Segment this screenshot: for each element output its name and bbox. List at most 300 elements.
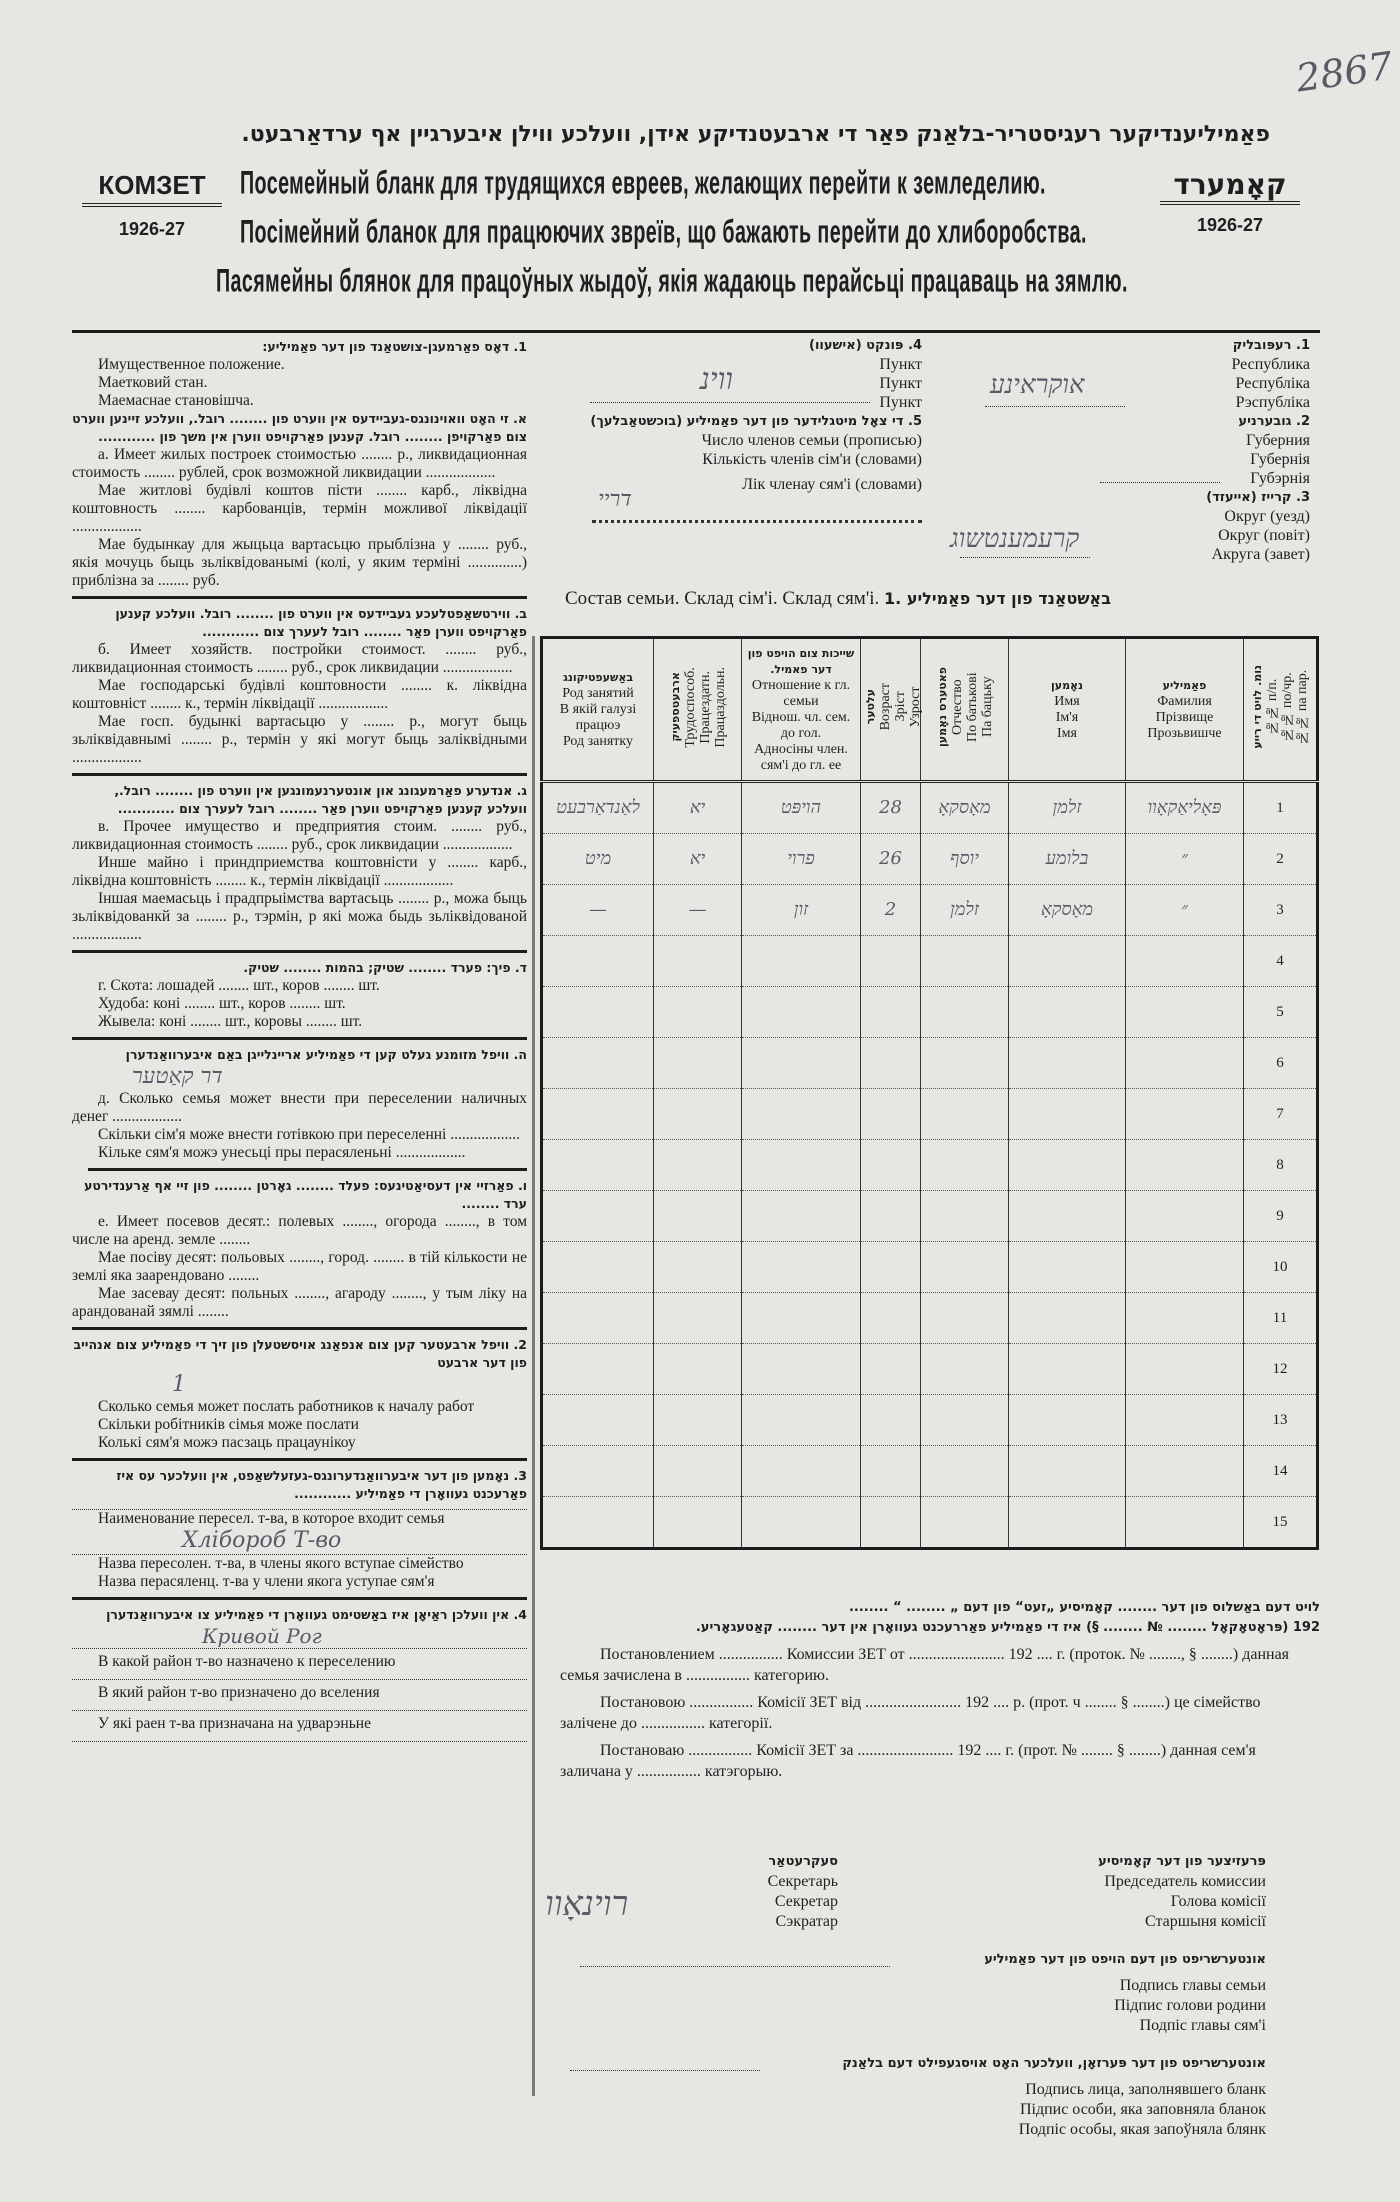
table-cell — [542, 1140, 654, 1191]
table-cell: יא — [654, 782, 742, 834]
column-header — [1244, 638, 1318, 782]
header-label: Узрост — [908, 686, 923, 728]
column-header — [1009, 638, 1126, 782]
decision-yid-2: 192 (פּראָטאָקאָל ........ № ........ §) איז די פאַמיליע פאַררעכנט געוואָרן אין דער ........ קאַטעגאָריע. — [695, 1620, 1320, 1635]
table-cell — [542, 1089, 654, 1140]
header-label: №№ па пар. — [1295, 669, 1310, 745]
d-yid: ה. וויפל מזומנע געלט קען די פאַמיליע אריינלייגן באַם איבערוואַנדערן — [125, 1047, 527, 1062]
table-cell — [542, 1395, 654, 1446]
e-by: Мае засевау десят: польных ........, агароду ........, у тым ліку на арандованай зямлі ........ — [72, 1285, 527, 1320]
table-cell — [921, 1293, 1009, 1344]
d-uk: Скільки сім'я може внести готівкою при переселенні .................. — [98, 1126, 520, 1143]
row-number: 10 — [1244, 1242, 1318, 1293]
table-cell — [1009, 1395, 1126, 1446]
header-label: Прозьвишче — [1147, 725, 1222, 741]
header-label: №№ п/п. — [1265, 679, 1280, 735]
left-column — [72, 338, 527, 1742]
table-cell — [1009, 1140, 1126, 1191]
table-cell — [921, 1191, 1009, 1242]
table-cell: מיט — [542, 834, 654, 885]
table-cell — [742, 1191, 861, 1242]
sec-by: Сэкратар — [775, 1913, 838, 1930]
table-cell: ״ — [1126, 885, 1244, 936]
header-label: Род занятий — [562, 685, 634, 701]
header-yid: שייכות צום הויפט פון דער פאמיל. — [747, 646, 855, 676]
table-cell — [921, 1038, 1009, 1089]
header-yid: עלטער — [864, 689, 877, 725]
table-cell — [1009, 1293, 1126, 1344]
chair-by: Старшыня комісії — [1145, 1913, 1266, 1930]
count-ru: Число членов семьи (прописью) — [701, 432, 922, 449]
table-cell — [542, 1038, 654, 1089]
table-cell — [742, 1140, 861, 1191]
table-cell — [1009, 1038, 1126, 1089]
title-belarusian: Пасямейны блянок для працоўных жыдоў, якія жадаюць перайсьці працаваць на зямлю. — [216, 263, 1128, 300]
header-label: В якій галузі працюэ — [559, 701, 637, 733]
table-cell — [742, 1344, 861, 1395]
table-cell — [654, 1446, 742, 1497]
table-cell — [1126, 1140, 1244, 1191]
b-ru: б. Имеет хозяйств. постройки стоимост. ........ руб., ликвидационная стоимость ........ руб., срок ликвидации .................. — [72, 641, 527, 676]
v-ru: в. Прочее имущество и предприятия стоим. ........ руб., ликвидационная стоимость ........ руб., срок ликвидации .................. — [72, 818, 527, 853]
table-cell: לאַנדאַרבעט — [542, 782, 654, 834]
table-cell: 2 — [861, 885, 921, 936]
d-ru: д. Сколько семья может внести при переселении наличных денег .................. — [72, 1090, 527, 1125]
count-line — [592, 520, 922, 523]
title-ukrainian: Посімейний бланок для працюючих звреїв, що бажають перейти до хлиборобства. — [240, 214, 1087, 251]
e-ru: е. Имеет посевов десят.: полевых ........, огорода ........, в том числе на аренд. земле ........ — [72, 1213, 527, 1248]
s2-uk: Скільки робітників сімья може послати — [98, 1416, 359, 1433]
table-cell — [861, 1089, 921, 1140]
header-label: Отчество — [949, 679, 965, 735]
count-uk: Кількість членів сім'и (словами) — [702, 451, 922, 468]
table-cell — [1009, 1089, 1126, 1140]
table-cell — [921, 1242, 1009, 1293]
table-cell — [654, 1497, 742, 1549]
column-header — [861, 638, 921, 782]
section-workers — [72, 1336, 527, 1452]
table-row — [542, 1140, 1318, 1191]
table-cell — [542, 1242, 654, 1293]
secretary-signature: רוינאָוו — [545, 1884, 629, 1924]
row-number: 13 — [1244, 1395, 1318, 1446]
sec-yid: סעקרעטאַר — [768, 1854, 838, 1869]
table-cell: הויפּט — [742, 782, 861, 834]
table-cell: 28 — [861, 782, 921, 834]
okr-ru: Округ (уезд) — [1224, 508, 1310, 525]
komerd-logo — [1160, 168, 1300, 236]
s1-uk: Маетковий стан. — [98, 374, 208, 391]
table-cell — [1126, 1089, 1244, 1140]
punkt-yid: 4. פּונקט (אישעוו) — [809, 338, 922, 353]
b-uk: Мае господарські будівлі коштовности ........ к. ліквідна коштовніст ........ к., термін ліквідації .................. — [72, 677, 527, 712]
s3-yid: 3. נאָמען פון דער איבערוואַנדערונגס-געזעלשאַפט, אין וועלכער עס איז פאַרעכנט געוואָרן די פאַמיליע ............ — [116, 1468, 527, 1501]
table-cell — [542, 987, 654, 1038]
a-yid: א. זי האָט וואוינונגס-געביידעס אין ווערט פון ........ רובל., וועלכע זיינען ווערט צום פאַרקויפן ........ רובל. קענען פאַרקויפט ווערן אין משך פון ............ — [72, 411, 527, 444]
table-cell — [654, 1140, 742, 1191]
row-number: 4 — [1244, 936, 1318, 987]
header-label: Имя — [1054, 693, 1080, 709]
divider — [72, 1458, 527, 1461]
head-signature-line — [580, 1966, 890, 1967]
komzet-logo — [82, 170, 222, 240]
table-cell: זלמן — [1009, 782, 1126, 834]
table-row — [542, 1497, 1318, 1549]
rep-yid: 1. רעפּובליק — [1232, 338, 1310, 353]
punkt-by: Пункт — [879, 394, 922, 411]
sec-ru: Секретарь — [767, 1873, 838, 1890]
row-number: 15 — [1244, 1497, 1318, 1549]
table-cell — [1009, 1242, 1126, 1293]
yiddish-title: פאַמיליענדיקער רעגיסטריר-בלאַנק פאַר די ארבעטנדיקע אידן, וועלכע ווילן איבערגיין אף ערדאַרבעט. — [241, 122, 1270, 147]
table-cell — [861, 1344, 921, 1395]
header-label: Фамилия — [1157, 693, 1212, 709]
s2-yid: 2. וויפל ארבעטער קען צום אנפאַנג אויסשטעלן פון זיך די פאַמיליע צום אנהייב פון דער ארבעט — [73, 1337, 527, 1370]
filler-by: Подпіс особы, якая запоўняла блянк — [1018, 2121, 1266, 2138]
header-label: Род занятку — [562, 733, 634, 749]
row-number: 5 — [1244, 987, 1318, 1038]
g-yid: ד. פיך: פערד ........ שטיק; בהמות ........ שטיק. — [243, 960, 527, 975]
left-year: 1926-27 — [118, 219, 186, 239]
row-number: 1 — [1244, 782, 1318, 834]
divider — [72, 1327, 527, 1330]
header-label: Працездатн. — [697, 670, 713, 744]
table-cell — [1009, 1497, 1126, 1549]
divider — [72, 1597, 527, 1600]
divider — [72, 596, 527, 599]
table-row — [542, 782, 1318, 834]
column-header — [654, 638, 742, 782]
header-label: Зріст — [893, 691, 908, 723]
divider — [72, 773, 527, 776]
table-row — [542, 1089, 1318, 1140]
field-republic — [1100, 336, 1310, 564]
row-number: 8 — [1244, 1140, 1318, 1191]
s1-ru: Имущественное положение. — [98, 356, 285, 373]
column-header — [1126, 638, 1244, 782]
row-number: 14 — [1244, 1446, 1318, 1497]
filler-block — [770, 2054, 1266, 2140]
okr-yid: 3. קרייז (אייעזד) — [1206, 490, 1310, 505]
row-number: 2 — [1244, 834, 1318, 885]
table-cell — [861, 987, 921, 1038]
filler-yid: אונטערשריפט פון דער פּערזאָן, וועלכער האָט אויסגעפילט דעם בלאַנק — [842, 2056, 1266, 2071]
header-label: Віднош. чл. сем. до гол. — [751, 709, 851, 741]
s4-yid: 4. אין וועלכן ראַיאָן איז באַשטימט געוואָרן די פאַמיליע צו איבערוואַנדערן — [106, 1607, 527, 1622]
s4-uk: В який район т-во призначено до вселения — [72, 1680, 527, 1711]
table-cell: 26 — [861, 834, 921, 885]
table-cell — [861, 1242, 921, 1293]
table-cell — [654, 1038, 742, 1089]
table-cell — [654, 1089, 742, 1140]
decision-block — [560, 1598, 1320, 1788]
s4-ru: В какой район т-во назначено к переселению — [72, 1649, 527, 1680]
table-cell — [542, 1191, 654, 1242]
okr-by: Акруга (завет) — [1211, 546, 1310, 563]
table-cell — [861, 1140, 921, 1191]
table-cell — [861, 1038, 921, 1089]
table-cell — [1126, 1242, 1244, 1293]
section-society — [72, 1467, 527, 1591]
table-cell — [654, 1344, 742, 1395]
table-cell — [742, 1395, 861, 1446]
section-farm-buildings — [72, 605, 527, 767]
table-cell: זלמן — [921, 885, 1009, 936]
secretary-block — [700, 1852, 838, 1932]
table-cell — [742, 1038, 861, 1089]
table-cell — [921, 1497, 1009, 1549]
chair-uk: Голова комісії — [1170, 1893, 1266, 1910]
table-cell — [861, 1497, 921, 1549]
punkt-uk: Пункт — [879, 375, 922, 392]
chair-ru: Председатель комиссии — [1104, 1873, 1266, 1890]
table-cell — [1126, 1293, 1244, 1344]
table-cell — [861, 936, 921, 987]
s2-ru: Сколько семья может послать работников к началу работ — [98, 1398, 475, 1415]
header-yid: ארבעטספעיק — [668, 672, 682, 742]
header-label: Імя — [1057, 725, 1077, 741]
table-cell: פרוי — [742, 834, 861, 885]
punkt-line — [590, 402, 870, 403]
column-header — [542, 638, 654, 782]
header-label: №№ по/чр. — [1280, 672, 1295, 742]
s3-ru: Наименование пересел. т-ва, в которое входит семья — [98, 1510, 445, 1527]
table-cell — [1126, 936, 1244, 987]
rep-by: Рэспубліка — [1235, 394, 1310, 411]
gub-ru: Губерния — [1246, 432, 1310, 449]
header-label: Прізвище — [1155, 709, 1214, 725]
head-uk: Підпис голови родини — [1114, 1997, 1266, 2014]
gub-uk: Губернія — [1250, 451, 1310, 468]
table-cell — [1126, 1497, 1244, 1549]
table-row — [542, 1038, 1318, 1089]
filler-uk: Підпис особи, яка заповняла бланок — [1019, 2101, 1266, 2118]
table-cell — [1126, 1038, 1244, 1089]
v-uk: Инше майно і приндприемства коштовністи у ........ карб., ліквідна коштовність ........ к., термін ліквідації .................. — [72, 854, 527, 889]
divider — [88, 1168, 527, 1171]
table-cell — [921, 1395, 1009, 1446]
table-cell — [654, 936, 742, 987]
table-cell — [654, 1293, 742, 1344]
field-punkt — [545, 336, 922, 494]
header-yid: פאַמיליע — [1162, 678, 1207, 692]
table-cell — [742, 1242, 861, 1293]
a-uk: Мае житлові будівлі коштов пісти ........ карб., ліквідна коштовность ........ карбованців, термін можливої ліквідації .................. — [72, 482, 527, 535]
table-cell: יא — [654, 834, 742, 885]
g-uk: Худоба: коні ........ шт., коров ........ шт. — [98, 995, 346, 1012]
table-row — [542, 834, 1318, 885]
header-yid: פאטערס נאָמען — [935, 666, 949, 748]
table-title — [565, 588, 1111, 610]
table-cell — [1009, 1344, 1126, 1395]
head-by: Подпіс главы сям'і — [1139, 2017, 1266, 2034]
right-year: 1926-27 — [1196, 215, 1264, 235]
table-row — [542, 885, 1318, 936]
header-divider — [72, 330, 1320, 333]
left-column-border — [532, 636, 535, 2096]
divider — [72, 1037, 527, 1040]
count-by: Лік членау сям'і (словами) — [742, 476, 922, 493]
gub-by: Губэрнія — [1250, 470, 1310, 487]
a-by: Мае будынкау для жыцьца вартасьцю прыблізна у ........ руб., якія мочуць быць зьліквідованымі (колі, у яким терміні ..............) приблізна за ........ руб. — [72, 536, 527, 589]
table-cell: מאָסקאָ — [1009, 885, 1126, 936]
table-cell: מאָסקאָ — [921, 782, 1009, 834]
row-number: 6 — [1244, 1038, 1318, 1089]
table-cell — [542, 936, 654, 987]
title-russian: Посемейный бланк для трудящихся евреев, желающих перейти к земледелию. — [240, 165, 1046, 202]
b-yid: ב. ווירטשאַפטלעכע געביידעס אין ווערט פון ........ רובל. וועלכע קענען פאַרקויפט ווערן פאַר ........ רובל לעערך צום ............ — [115, 606, 527, 639]
head-yid: אונטערשריפט פון דעם הויפט פון דער פאַמיליע — [984, 1952, 1266, 1967]
okr-uk: Округ (повіт) — [1218, 527, 1310, 544]
table-cell — [921, 1446, 1009, 1497]
column-header — [742, 638, 861, 782]
table-cell — [742, 936, 861, 987]
right-org: קאָמערד — [1160, 168, 1300, 205]
table-cell — [861, 1395, 921, 1446]
okrug-value: קרעמענטשוג — [950, 524, 1080, 554]
header-label: Отношение к гл. семьи — [751, 677, 851, 709]
table-cell — [921, 1089, 1009, 1140]
row-number: 9 — [1244, 1191, 1318, 1242]
table-row — [542, 987, 1318, 1038]
header-yid: נומ. לויט די רייע — [1251, 665, 1264, 749]
section-property — [72, 338, 527, 590]
archive-number: 2867 — [1293, 43, 1396, 101]
table-cell — [542, 1446, 654, 1497]
table-cell — [861, 1446, 921, 1497]
row-number: 7 — [1244, 1089, 1318, 1140]
header-label: Трудоспособ. — [682, 666, 698, 748]
table-cell — [742, 1446, 861, 1497]
table-cell — [1009, 936, 1126, 987]
table-cell — [542, 1497, 654, 1549]
table-cell: פּאָליאַקאָוו — [1126, 782, 1244, 834]
table-title-yid: 1. באַשטאַנד פון דער פאַמיליע — [884, 589, 1111, 608]
section-district — [72, 1606, 527, 1742]
punkt-ru: Пункт — [879, 356, 922, 373]
table-cell — [542, 1293, 654, 1344]
header-label: Ім'я — [1055, 709, 1079, 725]
table-cell — [1126, 1191, 1244, 1242]
table-header-row — [542, 638, 1318, 782]
s1-by: Маемаснае становішча. — [98, 392, 254, 409]
table-cell — [1009, 1446, 1126, 1497]
table-cell — [742, 1293, 861, 1344]
e-yid: ו. פאַרזיי אין דעסיאַטינעס: פעלד ........ גאָרטן ........ פון זיי אף אַרענדירטע ערד ........ — [84, 1178, 527, 1211]
s3-uk: Назва пересолен. т-ва, в члены якого вступае сімейство — [98, 1555, 464, 1572]
table-row — [542, 1446, 1318, 1497]
v-by: Іншая маемасьць і прадпрыімства вартасьць ........ р., можа быць зьліквідованкй за ........ р., тэрмін, р які можа быдь зьліквідованой .................. — [72, 890, 527, 943]
e-uk: Мае посіву десят: польовых ........, город. ........ в тій кількости не землі яка заарендовано ........ — [72, 1249, 527, 1284]
row-number: 11 — [1244, 1293, 1318, 1344]
s3-by: Назва перасяленц. т-ва у члени якога уступае сям'я — [98, 1573, 435, 1590]
table-cell: ״ — [1126, 834, 1244, 885]
table-row — [542, 1293, 1318, 1344]
section-cash — [72, 1046, 527, 1162]
table-cell — [861, 1191, 921, 1242]
section-sowing — [72, 1177, 527, 1321]
header-label: По батькові — [964, 672, 980, 742]
filler-ru: Подпись лица, заполнявшего бланк — [1025, 2081, 1266, 2098]
table-cell — [921, 987, 1009, 1038]
table-cell — [921, 1140, 1009, 1191]
header-label: Возраст — [878, 683, 893, 731]
table-cell: — — [654, 885, 742, 936]
table-cell — [1009, 987, 1126, 1038]
g-ru: г. Скота: лошадей ........ шт., коров ........ шт. — [98, 977, 380, 994]
filler-signature-line — [570, 2070, 760, 2071]
b-by: Мае госп. будынкі вартасьцю у ........ р., могут быць зьліквідавнымі ........ р., термін у які могут быць заліквідными .................. — [72, 713, 527, 766]
punkt-value: ווינ — [700, 362, 733, 397]
table-cell — [1126, 987, 1244, 1038]
table-cell: — — [542, 885, 654, 936]
rep-ru: Республика — [1231, 356, 1310, 373]
divider — [72, 950, 527, 953]
table-row — [542, 1191, 1318, 1242]
g-by: Жывела: коні ........ шт., коровы ........ шт. — [98, 1013, 363, 1030]
s4-handwritten: Кривой Рог — [72, 1624, 527, 1649]
gubernia-line — [1100, 482, 1220, 483]
d-by: Кільке сям'я можэ унесьці пры перасяленьні .................. — [98, 1144, 466, 1161]
chairman-block — [960, 1852, 1266, 1932]
table-cell — [1126, 1344, 1244, 1395]
s3-handwritten: Хлібороб Т-во — [72, 1528, 527, 1555]
v-yid: ג. אנדערע פאַרמעגונג און אונטערנעמונגען אין ווערט פון ........ רובל., וועלכע קענען פאַרקויפט ווערן פאַר ........ רובל לעערך צום ............ — [114, 783, 527, 816]
table-cell — [654, 1395, 742, 1446]
table-cell — [542, 1344, 654, 1395]
table-row — [542, 1242, 1318, 1293]
decision-ru: Постановлением ................ Комиссии ЗЕТ от ........................ 192 .... г. (проток. № ........, § ........) данная семья зачислена в ................ категорию. — [560, 1646, 1290, 1684]
table-cell — [1009, 1191, 1126, 1242]
table-cell — [921, 936, 1009, 987]
header-label: Працаздольн. — [712, 666, 728, 748]
left-org: КОМЗЕТ — [82, 170, 222, 207]
column-header — [921, 638, 1009, 782]
header-yid: נאָמען — [1050, 678, 1084, 692]
table-row — [542, 936, 1318, 987]
section-other-property — [72, 782, 527, 944]
header-label: Адносіны член. сям'і до гл. ее — [754, 741, 848, 773]
s2-handwritten: 1 — [172, 1372, 186, 1397]
rep-uk: Республіка — [1235, 375, 1310, 392]
sec-uk: Секретар — [774, 1893, 838, 1910]
okrug-line — [960, 557, 1090, 558]
s1-yid: 1. דאָס פאַרמעגן-צושטאַנד פון דער פאַמיליע: — [262, 339, 527, 354]
count-value: דריי — [598, 487, 632, 512]
table-cell — [654, 1191, 742, 1242]
table-cell — [654, 1242, 742, 1293]
table-title-ru: Состав семьи. Склад сім'і. Склад сям'і. — [565, 588, 880, 609]
head-ru: Подпись главы семьи — [1119, 1977, 1266, 1994]
s2-by: Колькі сям'я можэ пасзаць працаунікоу — [98, 1434, 356, 1451]
d-handwritten: דר קאַטער — [132, 1064, 223, 1089]
decision-by: Постановаю ................ Комісії ЗЕТ за ........................ 192 .... г. (прот. № ........ § ........) данная сем'я заличана у ................ катэгорыю. — [560, 1742, 1256, 1780]
header-label: Па бацьку — [979, 676, 995, 738]
s4-by: У які раен т-ва призначана на удварэньне — [72, 1711, 527, 1742]
header-yid: באַשעפטיקונג — [562, 670, 634, 684]
section-livestock — [72, 959, 527, 1031]
table-cell — [742, 987, 861, 1038]
chair-yid: פּרעזיצער פון דער קאָמיסיע — [1098, 1854, 1266, 1869]
table-cell: זון — [742, 885, 861, 936]
gub-yid: 2. גובערניע — [1238, 414, 1310, 429]
table-cell — [861, 1293, 921, 1344]
table-cell — [921, 1344, 1009, 1395]
table-cell — [742, 1089, 861, 1140]
table-cell: יוסף — [921, 834, 1009, 885]
count-yid: 5. די צאָל מיטגלידער פון דער פאַמיליע (בוכשטאַבלעך) — [590, 414, 922, 429]
table-cell — [1126, 1446, 1244, 1497]
